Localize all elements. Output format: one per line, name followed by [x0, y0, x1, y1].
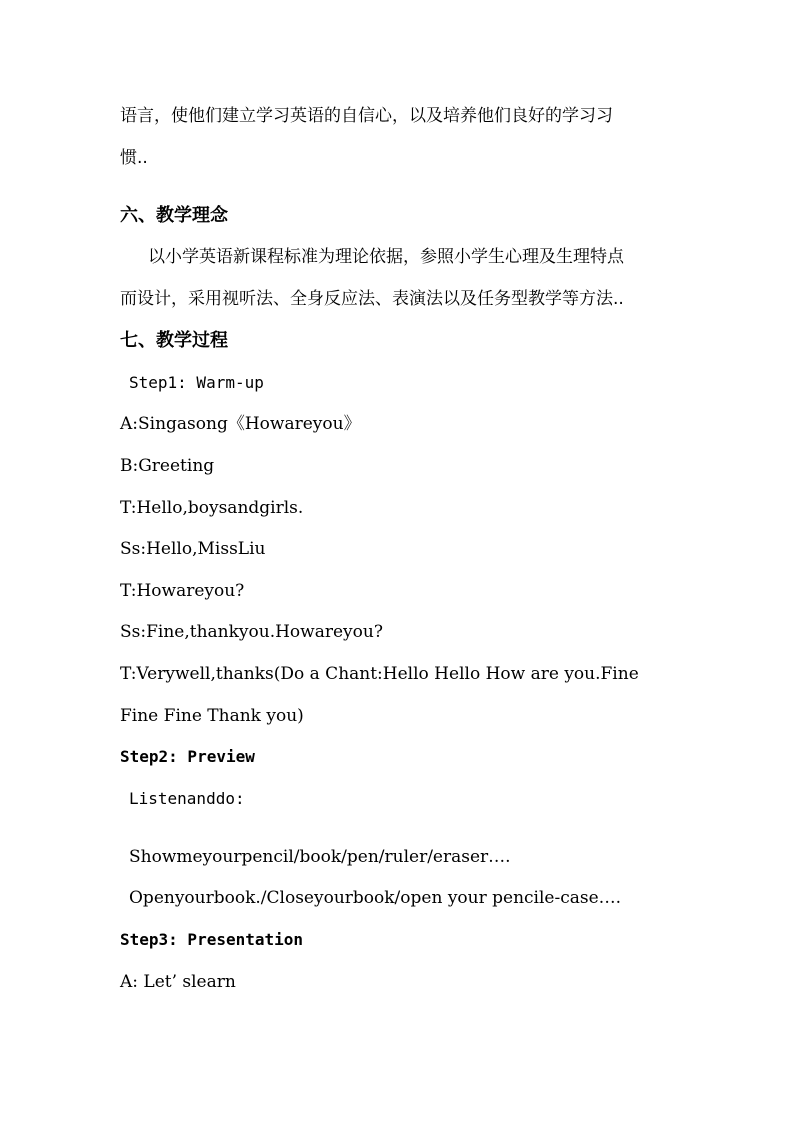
step-heading: Step3: Presentation [120, 930, 304, 949]
text-line: A:Singasong《Howareyou》 [120, 414, 361, 434]
dialog-line: T:Hello,boysandgirls. [120, 498, 304, 518]
section-heading-7: 七、教学过程 [120, 330, 228, 351]
dialog-line: Fine Fine Thank you) [120, 706, 304, 726]
text-line: Showmeyourpencil/book/pen/ruler/eraser…. [129, 847, 511, 867]
paragraph-line: 以小学英语新课程标准为理论依据，参照小学生心理及生理特点 [148, 247, 624, 267]
text-line: Openyourbook./Closeyourbook/open your pencile-case…. [129, 888, 622, 908]
paragraph-line: 惯.. [120, 148, 148, 168]
text-line: B:Greeting [120, 456, 215, 476]
text-line: A: Let’ slearn [120, 972, 236, 992]
dialog-line: T:Verywell,thanks(Do a Chant:Hello Hello How are you.Fine [120, 664, 639, 684]
paragraph-line: 而设计，采用视听法、全身反应法、表演法以及任务型教学等方法.. [120, 289, 624, 309]
step-heading: Step2: Preview [120, 747, 255, 766]
dialog-line: Ss:Hello,MissLiu [120, 539, 266, 559]
text-line: Listenanddo: [129, 789, 245, 808]
step-heading: Step1: Warm-up [129, 373, 264, 392]
dialog-line: Ss:Fine,thankyou.Howareyou? [120, 622, 383, 642]
dialog-line: T:Howareyou? [120, 581, 245, 601]
section-heading-6: 六、教学理念 [120, 205, 228, 226]
paragraph-line: 语言，使他们建立学习英语的自信心，以及培养他们良好的学习习 [120, 106, 613, 126]
